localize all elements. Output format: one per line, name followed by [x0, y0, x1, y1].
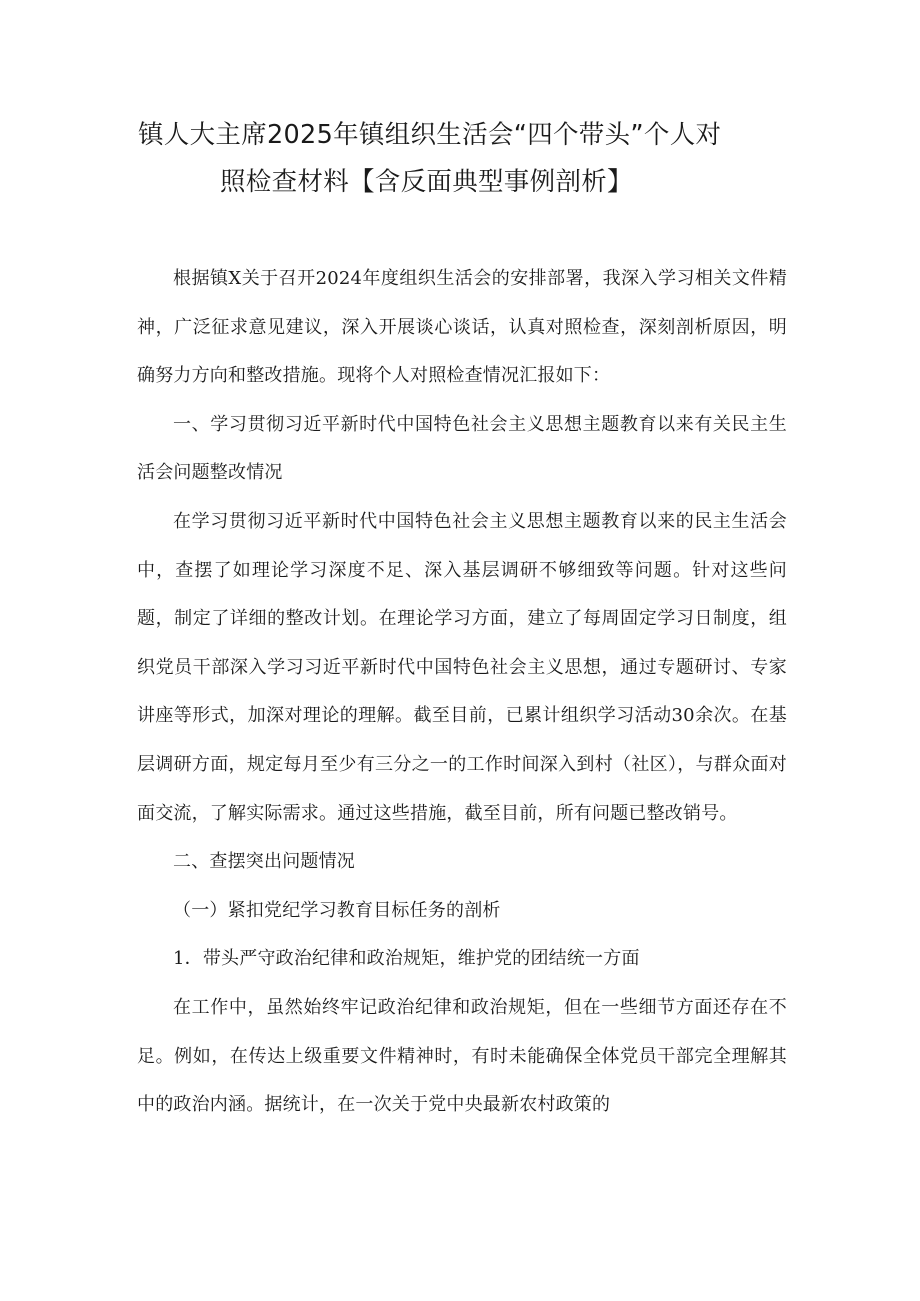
- document-title-line-2: 照检查材料【含反面典型事例剖析】: [220, 167, 633, 197]
- document-title-line-1: 镇人大主席2025年镇组织生活会“四个带头”个人对: [138, 120, 722, 150]
- subsection-heading-1: （一）紧扣党纪学习教育目标任务的剖析: [173, 899, 501, 921]
- item-heading-1: 1．带头严守政治纪律和政治规矩，维护党的团结统一方面: [173, 948, 640, 970]
- section-heading-2: 二、查摆突出问题情况: [173, 851, 355, 873]
- intro-paragraph: 根据镇X关于召开2024年度组织生活会的安排部署，我深入学习相关文件精神，广泛征求意见建议，深入开展谈心谈话，认真对照检查，深刻剖析原因，明确努力方向和整改措施。现将个人对照检查情况汇报如下：: [137, 268, 787, 387]
- document-body: [137, 255, 787, 1130]
- rectification-paragraph: 在学习贯彻习近平新时代中国特色社会主义思想主题教育以来的民主生活会中，查摆了如理论学习深度不足、深入基层调研不够细致等问题。针对这些问题，制定了详细的整改计划。在理论学习方面，建立了每周固定学习日制度，组织党员干部深入学习习近平新时代中国特色社会主义思想，通过专题研讨、专家讲座等形式，加深对理论的理解。截至目前，已累计组织学习活动30余次。在基层调研方面，规定每月至少有三分之一的工作时间深入到村（社区），与群众面对面交流，了解实际需求。通过这些措施，截至目前，所有问题已整改销号。: [137, 510, 787, 824]
- document-title: [120, 112, 800, 206]
- discipline-paragraph: 在工作中，虽然始终牢记政治纪律和政治规矩，但在一些细节方面还存在不足。例如，在传达上级重要文件精神时，有时未能确保全体党员干部完全理解其中的政治内涵。据统计，在一次关于党中央最新农村政策的: [137, 996, 787, 1116]
- section-heading-1: 一、学习贯彻习近平新时代中国特色社会主义思想主题教育以来有关民主生活会问题整改情况: [137, 413, 787, 484]
